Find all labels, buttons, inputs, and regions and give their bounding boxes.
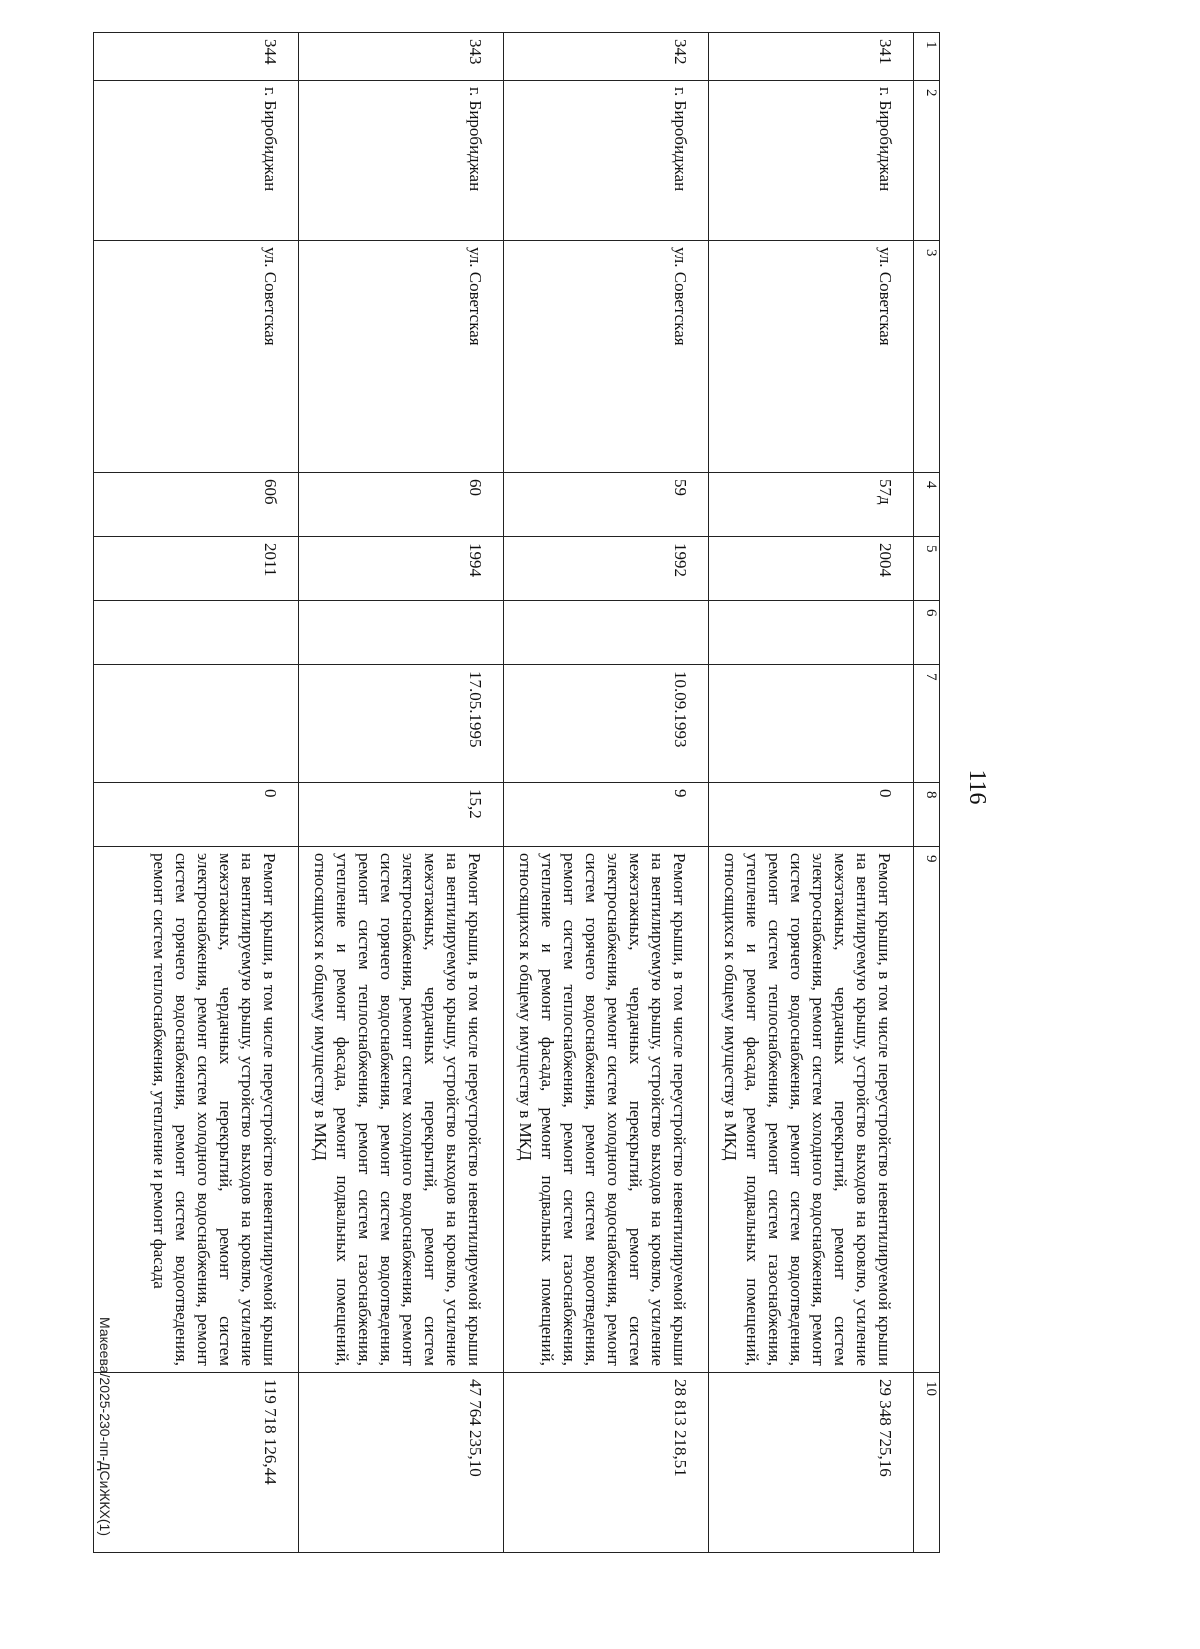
city-cell: г. Биробиджан (94, 81, 299, 241)
works-description-cell: Ремонт крыши, в том числе переустройство невентилируемой крыши на вентилируемую крышу, устройство выходов на кровлю, усиление межэтажных, чердачных перекрытий, ремонт систем электроснабжения, ремонт систем холодного водоснабжения, ремонт систем горячего водоснабжения, ремонт систем водоотведения, ремонт систем теплоснабжения, ремонт систем газоснабжения, утепление и ремонт фасада, ремонт подвальных помещений, относящихся к общему имуществу в МКД (709, 847, 914, 1373)
column-6-cell (504, 601, 709, 665)
header-cell-2: 2 (914, 81, 940, 241)
date-cell (94, 665, 299, 783)
cost-cell: 119 718 126,44 (94, 1373, 299, 1553)
header-cell-4: 4 (914, 473, 940, 537)
table-row (504, 33, 709, 1553)
header-cell-6: 6 (914, 601, 940, 665)
row-number: 341 (709, 33, 914, 81)
column-8-cell: 0 (94, 783, 299, 847)
header-cell-10: 10 (914, 1373, 940, 1553)
year-cell: 2004 (709, 537, 914, 601)
works-description-cell: Ремонт крыши, в том числе переустройство невентилируемой крыши на вентилируемую крышу, устройство выходов на кровлю, усиление межэтажных, чердачных перекрытий, ремонт систем электроснабжения, ремонт систем холодного водоснабжения, ремонт систем горячего водоснабжения, ремонт систем водоотведения, ремонт систем теплоснабжения, утепление и ремонт фасада (94, 847, 299, 1373)
works-description-cell: Ремонт крыши, в том числе переустройство невентилируемой крыши на вентилируемую крышу, устройство выходов на кровлю, усиление межэтажных, чердачных перекрытий, ремонт систем электроснабжения, ремонт систем холодного водоснабжения, ремонт систем горячего водоснабжения, ремонт систем водоотведения, ремонт систем теплоснабжения, ремонт систем газоснабжения, утепление и ремонт фасада, ремонт подвальных помещений, относящихся к общему имуществу в МКД (504, 847, 709, 1373)
page-number: 116 (964, 769, 990, 805)
column-8-cell: 9 (504, 783, 709, 847)
street-cell: ул. Советская (299, 241, 504, 473)
city-cell: г. Биробиджан (504, 81, 709, 241)
city-cell: г. Биробиджан (709, 81, 914, 241)
street-cell: ул. Советская (94, 241, 299, 473)
row-number: 343 (299, 33, 504, 81)
date-cell: 10.09.1993 (504, 665, 709, 783)
header-row (914, 33, 940, 1553)
house-number-cell: 59 (504, 473, 709, 537)
house-number-cell: 57д (709, 473, 914, 537)
document-sheet (80, 12, 1010, 1572)
table-row (94, 33, 299, 1553)
row-number: 344 (94, 33, 299, 81)
year-cell: 2011 (94, 537, 299, 601)
table-row (709, 33, 914, 1553)
cost-cell: 47 764 235,10 (299, 1373, 504, 1553)
repair-table (93, 32, 940, 1553)
header-cell-9: 9 (914, 847, 940, 1373)
street-cell: ул. Советская (504, 241, 709, 473)
cost-cell: 28 813 218,51 (504, 1373, 709, 1553)
date-cell: 17.05.1995 (299, 665, 504, 783)
works-description-cell: Ремонт крыши, в том числе переустройство невентилируемой крыши на вентилируемую крышу, устройство выходов на кровлю, усиление межэтажных, чердачных перекрытий, ремонт систем электроснабжения, ремонт систем холодного водоснабжения, ремонт систем горячего водоснабжения, ремонт систем водоотведения, ремонт систем теплоснабжения, ремонт систем газоснабжения, утепление и ремонт фасада, ремонт подвальных помещений, относящихся к общему имуществу в МКД (299, 847, 504, 1373)
street-cell: ул. Советская (709, 241, 914, 473)
header-cell-1: 1 (914, 33, 940, 81)
header-cell-8: 8 (914, 783, 940, 847)
repair-table-container (93, 32, 940, 1553)
header-cell-5: 5 (914, 537, 940, 601)
year-cell: 1992 (504, 537, 709, 601)
house-number-cell: 60б (94, 473, 299, 537)
header-cell-3: 3 (914, 241, 940, 473)
column-6-cell (299, 601, 504, 665)
header-cell-7: 7 (914, 665, 940, 783)
column-6-cell (709, 601, 914, 665)
column-8-cell: 0 (709, 783, 914, 847)
column-6-cell (94, 601, 299, 665)
table-row (299, 33, 504, 1553)
document-reference-footer: Макеева/2025-230-пп-ДСиЖКХ(1) (97, 1317, 113, 1537)
city-cell: г. Биробиджан (299, 81, 504, 241)
column-8-cell: 15,2 (299, 783, 504, 847)
house-number-cell: 60 (299, 473, 504, 537)
date-cell (709, 665, 914, 783)
row-number: 342 (504, 33, 709, 81)
cost-cell: 29 348 725,16 (709, 1373, 914, 1553)
year-cell: 1994 (299, 537, 504, 601)
